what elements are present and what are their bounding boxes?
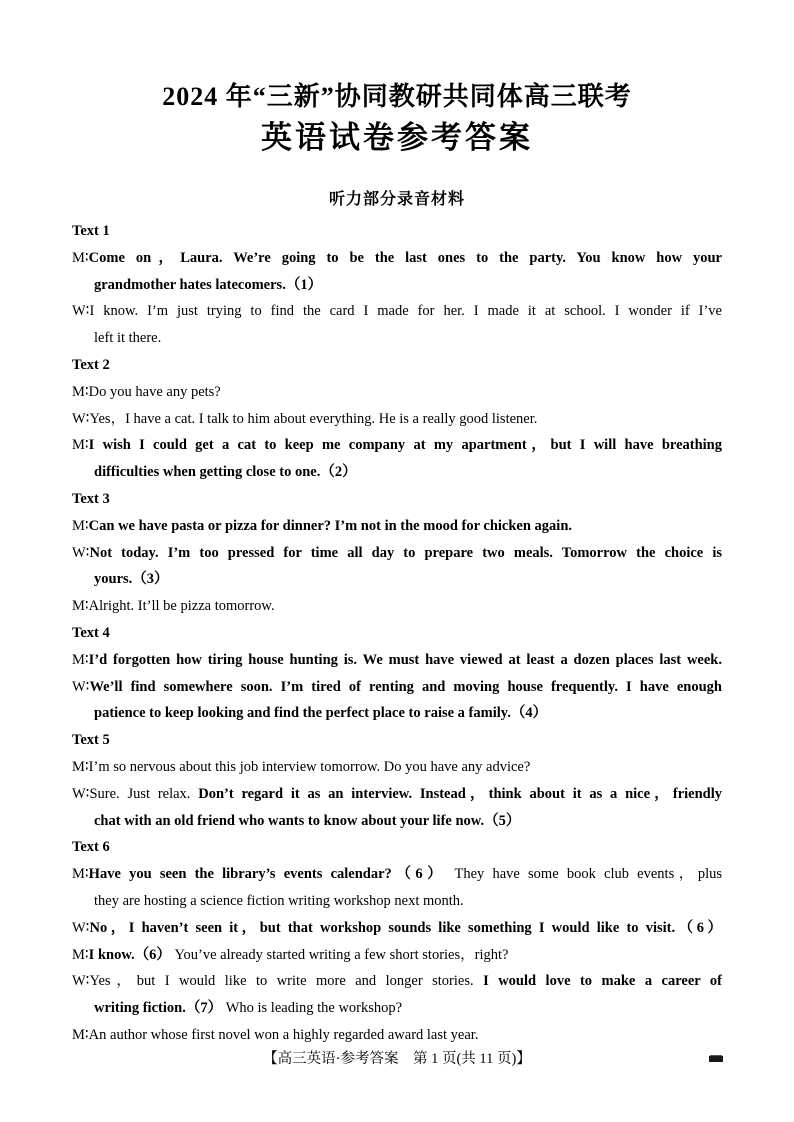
dialogue-line: [72, 781, 722, 808]
dialogue-segment: chat with an old friend who wants to know about your life now.（5）: [94, 812, 521, 829]
speaker-prefix: M∶: [72, 1026, 89, 1043]
dialogue-segment: I know. I’m just trying to find the card I made for her. I made it at school. I wonder if I’ve: [89, 303, 722, 320]
transcript-section: [72, 218, 722, 352]
transcript-section: [72, 352, 722, 486]
section-label: Text 5: [72, 732, 110, 749]
dialogue-line: [72, 754, 722, 781]
dialogue-segment: they are hosting a science fiction writing workshop next month.: [94, 892, 464, 909]
dialogue-line-continued: [72, 566, 722, 593]
speaker-prefix: M∶: [72, 866, 89, 883]
speaker-prefix: W∶: [72, 303, 90, 320]
speaker-prefix: W∶: [72, 973, 90, 990]
page-footer: [0, 1049, 794, 1069]
dialogue-segment: I know.（6）: [88, 946, 171, 963]
dialogue-line-continued: [72, 272, 722, 299]
section-label: Text 6: [72, 839, 110, 856]
speaker-prefix: M∶: [72, 758, 89, 775]
dialogue-segment: I would love to make a career of: [483, 973, 722, 990]
dialogue-segment: Yes，I have a cat. I talk to him about everything. He is a really good listener.: [89, 410, 538, 427]
dialogue-segment: I’m so nervous about this job interview tomorrow. Do you have any advice?: [88, 758, 531, 775]
speaker-prefix: W∶: [72, 410, 90, 427]
dialogue-segment: Can we have pasta or pizza for dinner? I’m not in the mood for chicken again.: [88, 517, 573, 534]
speaker-prefix: M∶: [72, 437, 89, 454]
dialogue-segment: difficulties when getting close to one.（2）: [94, 464, 357, 481]
speaker-prefix: M∶: [72, 517, 89, 534]
dialogue-segment: You’ve already started writing a few short stories，right?: [170, 946, 509, 963]
dialogue-segment: I’d forgotten how tiring house hunting is. We must have viewed at least a dozen places last week.: [88, 651, 722, 668]
dialogue-line: [72, 540, 722, 567]
dialogue-line-continued: [72, 700, 722, 727]
paper-title: 英语试卷参考答案: [261, 120, 533, 155]
transcript-section: [72, 834, 722, 1048]
transcript: [72, 218, 722, 1049]
speaker-prefix: M∶: [72, 651, 89, 668]
dialogue-line: [72, 674, 722, 701]
dialogue-segment: yours.（3）: [94, 571, 169, 588]
dialogue-line-continued: [72, 888, 722, 915]
dialogue-line: [72, 406, 722, 433]
footer-text: 【高三英语·参考答案 第 1 页(共 11 页)】: [263, 1051, 531, 1067]
section-label: Text 4: [72, 624, 110, 641]
speaker-prefix: W∶: [72, 544, 90, 561]
dialogue-line: [72, 968, 722, 995]
transcript-section: [72, 620, 722, 727]
dialogue-line: [72, 861, 722, 888]
speaker-prefix: M∶: [72, 946, 89, 963]
dialogue-segment: Come on，Laura. We’re going to be the last ones to the party. You know how your: [88, 249, 722, 266]
transcript-section: [72, 727, 722, 834]
dialogue-line: [72, 379, 722, 406]
dialogue-segment: Alright. It’ll be pizza tomorrow.: [88, 598, 275, 615]
dialogue-segment: Sure. Just relax.: [89, 785, 199, 802]
dialogue-line-continued: [72, 325, 722, 352]
document-header: [0, 83, 794, 209]
dialogue-line-continued: [72, 995, 722, 1022]
dialogue-segment: patience to keep looking and find the perfect place to raise a family.（4）: [94, 705, 548, 722]
dialogue-segment: We’ll find somewhere soon. I’m tired of renting and moving house frequently. I have enough: [89, 678, 722, 695]
dialogue-segment: Don’t regard it as an interview. Instead，think about it as a nice，friendly: [198, 785, 722, 802]
section-label: Text 1: [72, 223, 110, 239]
dialogue-segment: No，I haven’t seen it，but that workshop sounds like something I would like to visit.（6）: [89, 919, 722, 936]
dialogue-line: [72, 647, 722, 674]
dialogue-line: [72, 513, 722, 540]
dialogue-segment: Yes，but I would like to write more and longer stories.: [89, 973, 484, 990]
exam-session-title: 2024 年“三新”协同教研共同体高三联考: [162, 82, 632, 111]
dialogue-line-continued: [72, 459, 722, 486]
speaker-prefix: W∶: [72, 919, 90, 936]
dialogue-segment: I wish I could get a cat to keep me company at my apartment，but I will have breathing: [88, 437, 722, 454]
dialogue-line: [72, 1022, 722, 1049]
dialogue-line: [72, 298, 722, 325]
dialogue-segment: grandmother hates latecomers.（1）: [94, 276, 323, 293]
section-label: Text 3: [72, 490, 110, 507]
speaker-prefix: M∶: [72, 249, 89, 266]
dialogue-line: [72, 245, 722, 272]
listening-material-heading: 听力部分录音材料: [328, 191, 465, 208]
dialogue-segment: Who is leading the workshop?: [222, 1000, 403, 1017]
dialogue-segment: Have you seen the library’s events calendar?（6）: [88, 866, 447, 883]
speaker-prefix: M∶: [72, 383, 89, 400]
dialogue-line: [72, 915, 722, 942]
dialogue-segment: writing fiction.（7）: [94, 1000, 223, 1017]
print-artifact: [709, 1056, 723, 1062]
dialogue-segment: left it there.: [94, 330, 162, 347]
speaker-prefix: W∶: [72, 785, 90, 802]
section-label: Text 2: [72, 356, 110, 373]
dialogue-line: [72, 942, 722, 969]
dialogue-segment: Do you have any pets?: [88, 383, 221, 400]
dialogue-line: [72, 432, 722, 459]
dialogue-segment: They have some book club events，plus: [446, 866, 723, 883]
dialogue-segment: An author whose first novel won a highly regarded award last year.: [88, 1026, 479, 1043]
dialogue-line-continued: [72, 808, 722, 835]
speaker-prefix: W∶: [72, 678, 90, 695]
speaker-prefix: M∶: [72, 598, 89, 615]
dialogue-line: [72, 593, 722, 620]
transcript-section: [72, 486, 722, 620]
dialogue-segment: Not today. I’m too pressed for time all day to prepare two meals. Tomorrow the choice is: [89, 544, 722, 561]
